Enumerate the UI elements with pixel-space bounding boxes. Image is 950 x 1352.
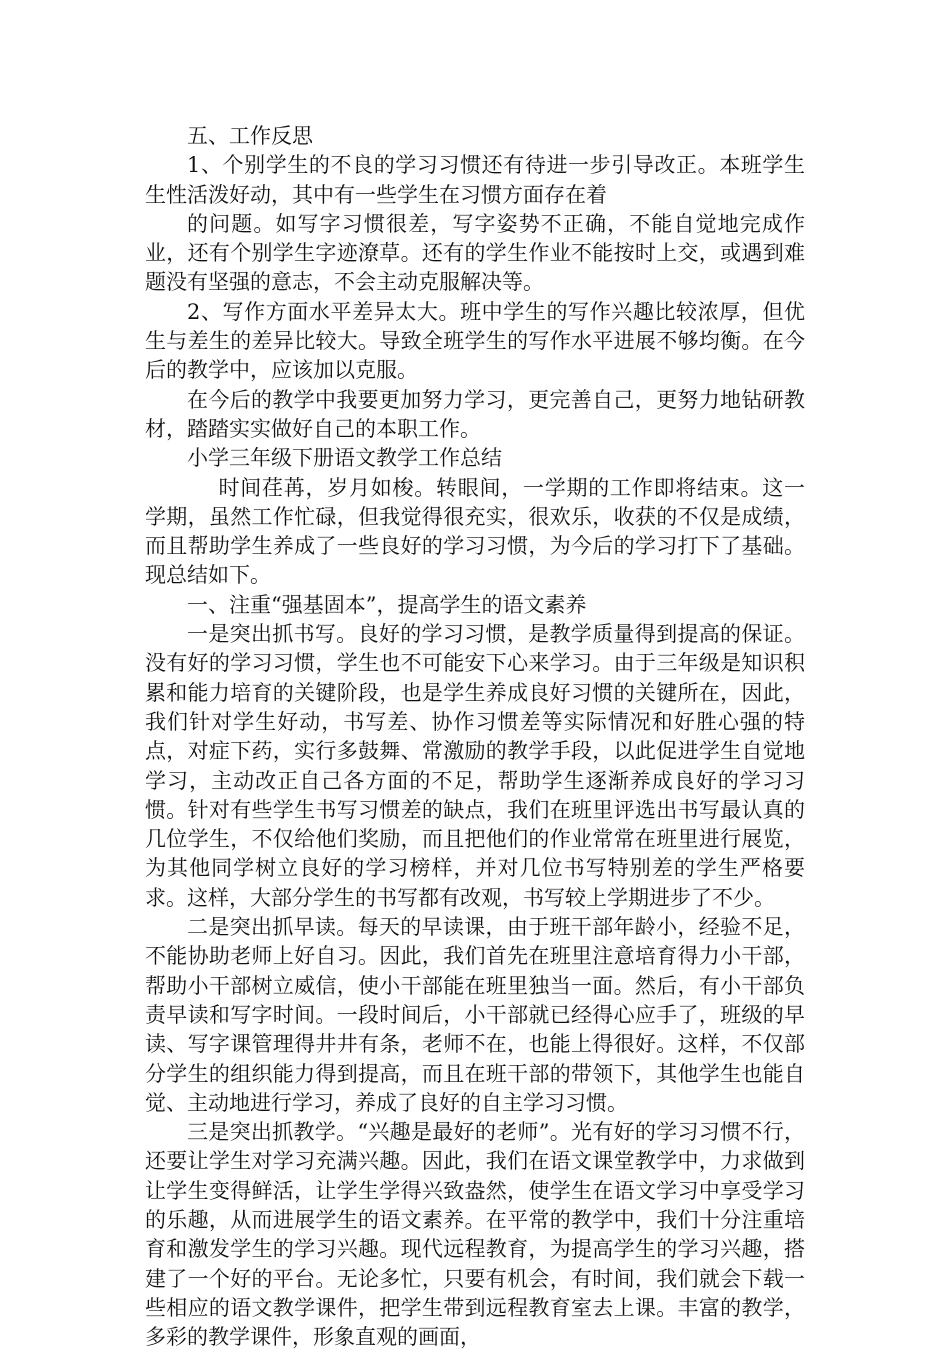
section-heading-reflection: 五、工作反思 [187,124,313,148]
section-heading-1: 一、注重“强基固本”，提高学生的语文素养 [187,592,587,617]
paragraph-handwriting: 一是突出抓书写。良好的学习习惯，是教学质量得到提高的保证。没有好的学习习惯，学生也不可能安下心来学习。由于三年级是知识积累和能力培育的关键阶段，也是学生养成良好习惯的关键所在，因此，我们针对学生好动，书写差、协作习惯差等实际情况和好胜心强的特点，对症下药，实行多鼓舞、常激励的教学手段，以此促进学生自觉地学习，主动改正自己各方面的不足，帮助学生逐渐养成良好的学习习惯。针对有些学生书写习惯差的缺点，我们在班里评选出书写最认真的几位学生，不仅给他们奖励，而且把他们的作业常常在班里进行展览，为其他同学树立良好的学习榜样，并对几位书写特别差的学生严格要求。这样，大部分学生的书写都有改观，书写较上学期进步了不少。 [145,622,805,910]
paragraph-writing-level: 2、写作方面水平差异太大。班中学生的写作兴趣比较浓厚，但优生与差生的差异比较大。导致全班学生的写作水平进展不够均衡。在今后的教学中，应该加以克服。 [145,299,805,383]
paragraph-habits-2: 的问题。如写字习惯很差，写字姿势不正确，不能自觉地完成作业，还有个别学生字迹潦草。还有的学生作业不能按时上交，或遇到难题没有坚强的意志，不会主动克服解决等。 [145,211,805,295]
paragraph-habits-1: 1、个别学生的不良的学习习惯还有待进一步引导改正。本班学生生性活泼好动，其中有一些学生在习惯方面存在着 [145,153,805,207]
paragraph-future-work: 在今后的教学中我要更加努力学习，更完善自己，更努力地钻研教材，踏踏实实做好自己的本职工作。 [145,387,805,441]
document-body [145,122,805,1352]
paragraph-teaching: 三是突出抓教学。“兴趣是最好的老师”。光有好的学习习惯不行，还要让学生对学习充满兴趣。因此，我们在语文课堂教学中，力求做到让学生变得鲜活，让学生学得兴致盎然，使学生在语文学习中享受学习的乐趣，从而进展学生的语文素养。在平常的教学中，我们十分注重培育和激发学生的学习兴趣。现代远程教育，为提高学生的学习兴趣，搭建了一个好的平台。无论多忙，只要有机会，有时间，我们就会下载一些相应的语文教学课件，把学生带到远程教育室去上课。丰富的教学，多彩的教学课件，形象直观的画面， [145,1120,805,1350]
paragraph-morning-reading: 二是突出抓早读。每天的早读课，由于班干部年龄小，经验不足，不能协助老师上好自习。因此，我们首先在班里注意培育得力小干部，帮助小干部树立威信，使小干部能在班里独当一面。然后，有小干部负责早读和写字时间。一段时间后，小干部就已经得心应手了，班级的早读、写字课管理得井井有条，老师不在，也能上得很好。这样，不仅部分学生的组织能力得到提高，而且在班干部的带领下，其他学生也能自觉、主动地进行学习，养成了良好的自主学习习惯。 [145,915,805,1115]
paragraph-intro: 时间荏苒，岁月如梭。转眼间，一学期的工作即将结束。这一学期，虽然工作忙碌，但我觉得很充实，很欢乐，收获的不仅是成绩，而且帮助学生养成了一些良好的学习习惯，为今后的学习打下了基础。现总结如下。 [145,475,805,588]
document-title-summary: 小学三年级下册语文教学工作总结 [187,446,502,471]
